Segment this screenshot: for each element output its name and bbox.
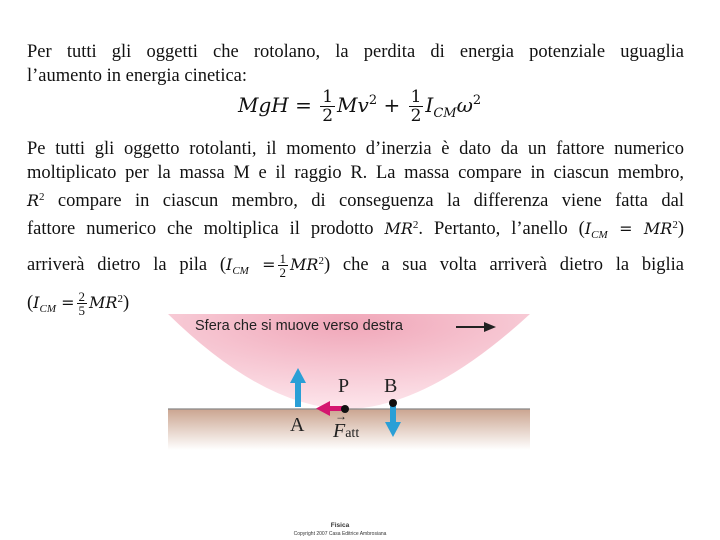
ring-inertia-close: ) bbox=[677, 219, 684, 239]
marble-frac-den: 5 bbox=[78, 303, 85, 319]
body-line-1: Pe tutti gli oggetto rotolanti, il momento d’inerzia è dato da un fattore numerico bbox=[27, 139, 684, 159]
mr-symbol: MR bbox=[384, 219, 413, 238]
body-line-5-text-a: arriverà dietro la pila ( bbox=[27, 255, 227, 275]
label-A: A bbox=[290, 414, 305, 436]
credit-copyright: Copyright 2007 Casa Editrice Ambrosiana bbox=[293, 531, 387, 537]
ring-inertia-I: I bbox=[584, 219, 592, 238]
label-friction-force bbox=[333, 409, 360, 443]
ring-inertia-eq: = MR bbox=[607, 219, 673, 238]
eq-frac-2-num: 1 bbox=[410, 87, 422, 107]
eq-frac-2 bbox=[409, 88, 424, 125]
eq-term-2-omega: ω bbox=[456, 93, 473, 117]
force-sub: att bbox=[345, 426, 360, 441]
body-line-4-text-a: fattore numerico che moltiplica il prodotto bbox=[27, 219, 385, 239]
marble-mr: MR bbox=[89, 293, 118, 312]
pile-inertia-eq: = bbox=[248, 255, 276, 274]
r-exp: 2 bbox=[39, 191, 45, 203]
intro-line-1: Per tutti gli oggetti che rotolano, la perdita di energia potenziale uguaglia bbox=[27, 42, 684, 62]
eq-lhs: MgH = bbox=[238, 93, 312, 117]
pile-inertia-I: I bbox=[226, 255, 233, 274]
pile-mr: MR bbox=[290, 255, 319, 274]
figure-caption: Sfera che si muove verso destra bbox=[195, 318, 403, 334]
label-P: P bbox=[338, 375, 350, 397]
credit bbox=[265, 522, 415, 538]
body-paragraph bbox=[27, 137, 684, 321]
ring-inertia-exp: 2 bbox=[672, 219, 678, 231]
body-line-5 bbox=[27, 249, 684, 283]
body-line-5-text-b: ) che a sua volta arriverà dietro la biglia bbox=[323, 255, 684, 275]
marble-frac-num: 2 bbox=[78, 289, 85, 305]
pile-frac-num: 1 bbox=[279, 251, 286, 267]
eq-term-2-exp: 2 bbox=[472, 93, 482, 108]
marble-inertia-eq: = bbox=[56, 293, 75, 312]
eq-term-1: Mv bbox=[337, 93, 369, 117]
body-line-3-text: compare in ciascun membro, di conseguenza la differenza viene fatta dal bbox=[44, 191, 684, 211]
eq-frac-1 bbox=[320, 88, 335, 125]
marble-inertia-sub: CM bbox=[39, 303, 56, 315]
point-B-dot bbox=[389, 399, 397, 407]
eq-term-1-exp: 2 bbox=[368, 93, 378, 108]
pile-frac-den: 2 bbox=[279, 265, 286, 281]
marble-inertia-frac bbox=[77, 290, 88, 317]
label-B: B bbox=[384, 375, 398, 397]
body-line-4-text-b: . Pertanto, l’anello ( bbox=[418, 219, 585, 239]
body-line-3 bbox=[27, 185, 684, 213]
r-symbol: R bbox=[27, 191, 40, 210]
eq-frac-1-num: 1 bbox=[322, 87, 334, 107]
eq-term-2-sub: CM bbox=[433, 106, 457, 121]
mr-exp: 2 bbox=[412, 219, 419, 231]
body-line-4 bbox=[27, 213, 684, 247]
force-symbol bbox=[333, 409, 347, 442]
force-F: F bbox=[333, 420, 346, 442]
marble-mr-exp: 2 bbox=[117, 293, 123, 305]
pile-mr-exp: 2 bbox=[318, 255, 324, 267]
eq-plus: + bbox=[383, 93, 401, 117]
energy-equation bbox=[238, 88, 481, 125]
vector-arrow-icon: → bbox=[335, 409, 347, 423]
eq-frac-1-den: 2 bbox=[322, 106, 334, 126]
eq-term-2-I: I bbox=[425, 93, 434, 117]
intro-paragraph bbox=[27, 40, 684, 88]
ring-inertia-sub: CM bbox=[591, 229, 608, 241]
credit-title: Fisica bbox=[330, 522, 350, 529]
marble-close: ) bbox=[122, 293, 130, 313]
pile-inertia-frac bbox=[278, 252, 289, 279]
marble-inertia-I: I bbox=[33, 293, 40, 312]
marble-open: ( bbox=[27, 293, 34, 313]
pile-inertia-sub: CM bbox=[232, 265, 249, 277]
eq-frac-2-den: 2 bbox=[410, 106, 422, 126]
intro-line-2: l’aumento in energia cinetica: bbox=[27, 66, 248, 86]
body-line-2: moltiplicato per la massa M e il raggio R. La massa compare in ciascun membro, bbox=[27, 163, 684, 183]
